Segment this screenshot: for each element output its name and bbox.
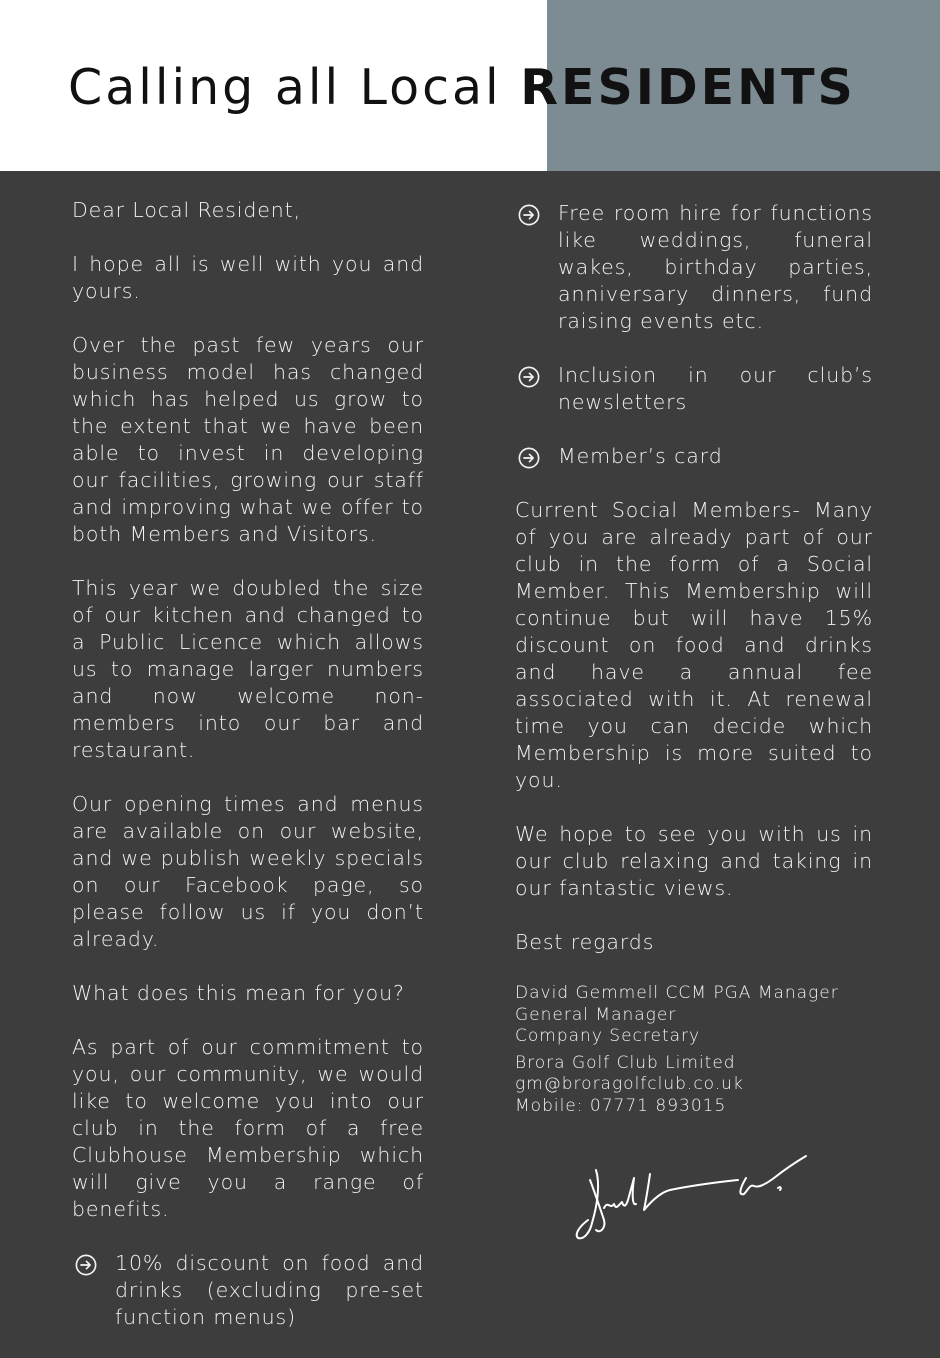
benefit-item	[515, 362, 873, 416]
benefit-text: 10% discount on food and drinks (excluding pre-set function menus)	[115, 1251, 424, 1329]
title-light: Calling all Local	[68, 59, 502, 116]
paragraph-intro: I hope all is well with you and yours.	[72, 252, 424, 303]
benefit-text: Inclusion in our club’s newsletters	[558, 363, 873, 414]
paragraph-commitment: As part of our commitment to you, our community, we would like to welcome you into our club in the form of a free Clubhouse Membership which will give you a range of benefits.	[72, 1035, 424, 1221]
letter-left-column	[72, 197, 424, 1358]
signatory-role: Company Secretary	[515, 1026, 701, 1046]
contact-email: gm@broragolfclub.co.uk	[515, 1074, 744, 1094]
benefit-item	[515, 443, 873, 470]
title-bold: RESIDENTS	[520, 59, 856, 116]
closing: Best regards	[515, 930, 655, 954]
signature-block	[515, 983, 873, 1117]
arrow-circle-right-icon	[518, 447, 540, 469]
signatory-role: General Manager	[515, 1004, 677, 1025]
benefit-item	[515, 200, 873, 335]
handwritten-signature	[570, 1148, 815, 1248]
letter-right-column	[515, 200, 873, 1117]
paragraph-kitchen: This year we doubled the size of our kitchen and changed to a Public Licence which allows us to manage larger numbers and now welcome non-members into our bar and restaurant.	[72, 576, 424, 762]
arrow-circle-right-icon	[75, 1254, 97, 1276]
benefit-text: Member’s card	[558, 444, 723, 468]
company-name: Brora Golf Club Limited	[515, 1052, 736, 1073]
paragraph-business-model: Over the past few years our business model has changed which has helped us grow to the extent that we have been able to invest in developing our facilities, growing our staff and improving what we offer to both Members and Visitors.	[72, 333, 424, 546]
arrow-circle-right-icon	[518, 366, 540, 388]
page-title	[68, 56, 856, 120]
paragraph-opening-times: Our opening times and menus are available on our website, and we publish weekly specials on our Facebook page, so please follow us if you don’t already.	[72, 792, 424, 951]
benefit-item	[72, 1250, 424, 1331]
arrow-circle-right-icon	[518, 204, 540, 226]
contact-mobile: Mobile: 07771 893015	[515, 1095, 727, 1116]
paragraph-invitation: We hope to see you with us in our club relaxing and taking in our fantastic views.	[515, 822, 873, 900]
greeting: Dear Local Resident,	[72, 198, 302, 222]
benefit-text: Free room hire for functions like weddings, funeral wakes, birthday parties, anniversary dinners, fund raising events etc.	[558, 201, 873, 333]
paragraph-social-members: Current Social Members- Many of you are already part of our club in the form of a Social Member. This Membership will continue but will have 15% discount on food and drinks and have a annual fee associated with it. At renewal time you can decide which Membership is more suited to you.	[515, 498, 873, 792]
question-heading: What does this mean for you?	[72, 981, 405, 1005]
signatory-name: David Gemmell CCM PGA Manager	[515, 983, 839, 1003]
